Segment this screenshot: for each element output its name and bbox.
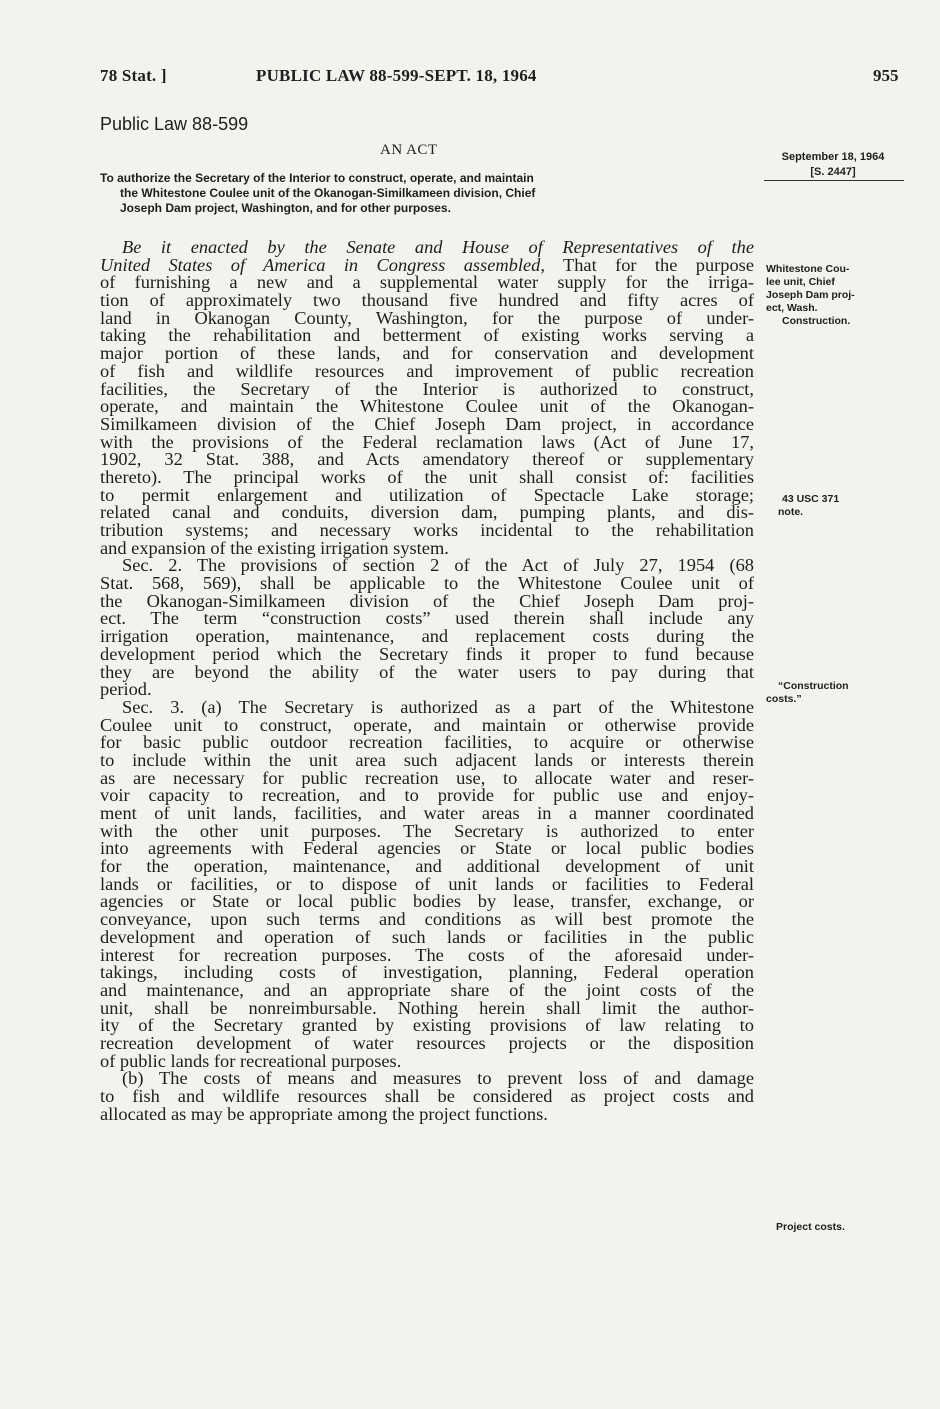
- purpose-line: the Whitestone Coulee unit of the Okanogan-Similkameen division, Chief: [120, 186, 536, 200]
- section1-line: and expansion of the existing irrigation system.: [100, 537, 449, 558]
- section3-line: voir capacity to recreation, and to provide for public use and enjoy-: [100, 785, 754, 806]
- section3-line: ity of the Secretary granted by existing provisions of law relating to: [100, 1015, 754, 1036]
- margin-note-usc: 43 USC 371 note.: [778, 493, 840, 518]
- section3-line: Coulee unit to construct, operate, and maintain or otherwise provide: [100, 714, 754, 735]
- section2-line: period.: [100, 679, 152, 700]
- enactment-date-note: [764, 150, 902, 180]
- running-title: PUBLIC LAW 88-599-SEPT. 18, 1964: [256, 66, 537, 85]
- section1-line: tion of approximately two thousand five hundred and fifty acres of: [100, 290, 754, 311]
- margin-note-project-costs: Project costs.: [776, 1221, 845, 1233]
- section2-line: they are beyond the ability of the water users to pay during that: [100, 661, 754, 682]
- section3-line: recreation development of water resources projects or the disposition: [100, 1032, 754, 1053]
- section3-line: interest for recreation purposes. The costs of the aforesaid under-: [100, 944, 754, 965]
- section3-line: agencies or State or local public bodies by lease, transfer, exchange, or: [100, 891, 754, 912]
- section1-line: major portion of these lands, and for conservation and development: [100, 343, 754, 364]
- act-heading: AN ACT: [380, 142, 438, 158]
- section3-line: and maintenance, and an appropriate share of the joint costs of the: [100, 979, 754, 1000]
- section1-line: of furnishing a new and a supplemental water supply for the irriga-: [100, 272, 754, 293]
- section1-line: operate, and maintain the Whitestone Coulee unit of the Okanogan-: [100, 396, 754, 417]
- margin-note-construction-costs: “Construction costs.”: [766, 680, 849, 705]
- enacting-clause-line: United States of America in Congress assembled, That for the purpose: [100, 254, 754, 275]
- section2-line: Stat. 568, 569), shall be applicable to the Whitestone Coulee unit of: [100, 573, 754, 594]
- act-body: [100, 239, 754, 1123]
- section3-line: conveyance, upon such terms and conditions as will best promote the: [100, 909, 754, 930]
- section1-line: Similkameen division of the Chief Joseph Dam project, in accordance: [100, 413, 754, 434]
- section2-line: the Okanogan-Similkameen division of the Chief Joseph Dam proj-: [100, 590, 754, 611]
- section3b-line: (b) The costs of means and measures to prevent loss of and damage: [122, 1068, 754, 1089]
- section3b-line: to fish and wildlife resources shall be considered as project costs and: [100, 1086, 754, 1106]
- section1-line: with the provisions of the Federal reclamation laws (Act of June 17,: [100, 431, 754, 452]
- date-rule-divider: [764, 180, 904, 181]
- section1-line: land in Okanogan County, Washington, for the purpose of under-: [100, 307, 754, 328]
- section3b-line: allocated as may be appropriate among the project functions.: [100, 1103, 548, 1124]
- section1-line: taking the rehabilitation and betterment of existing works serving a: [100, 325, 754, 346]
- section1-line: of fish and wildlife resources and improvement of public recreation: [100, 360, 754, 381]
- section3-line: into agreements with Federal agencies or State or local public bodies: [100, 838, 754, 859]
- section1-line: facilities, the Secretary of the Interior is authorized to construct,: [100, 378, 754, 399]
- section2-line: Sec. 2. The provisions of section 2 of the Act of July 27, 1954 (68: [122, 555, 754, 576]
- section1-line: to permit enlargement and utilization of Spectacle Lake storage;: [100, 484, 754, 505]
- section1-line: tribution systems; and necessary works incidental to the rehabilitation: [100, 520, 754, 540]
- section3-line: as are necessary for public recreation use, to allocate water and reser-: [100, 767, 754, 788]
- section3-line: takings, including costs of investigation, planning, Federal operation: [100, 962, 754, 983]
- section3-line: ment of unit lands, facilities, and water areas in a manner coordinated: [100, 803, 754, 823]
- section2-line: development period which the Secretary finds it proper to fund because: [100, 643, 754, 664]
- section1-line: 1902, 32 Stat. 388, and Acts amendatory thereof or supplementary: [100, 449, 754, 470]
- act-purpose: [100, 171, 756, 216]
- section2-line: ect. The term “construction costs” used therein shall include any: [100, 608, 754, 629]
- section1-line: thereto). The principal works of the unit shall consist of: facilities: [100, 466, 754, 487]
- enactment-date: September 18, 1964: [781, 151, 885, 163]
- enacting-clause-line: Be it enacted by the Senate and House of Representatives of the: [122, 237, 754, 257]
- section3-line: for the operation, maintenance, and additional development of unit: [100, 856, 754, 877]
- section1-line: related canal and conduits, diversion dam, pumping plants, and dis-: [100, 502, 754, 523]
- statute-volume: 78 Stat. ]: [100, 66, 167, 85]
- purpose-line: To authorize the Secretary of the Interior to construct, operate, and maintain: [100, 171, 534, 185]
- section3-line: to include within the unit area such adjacent lands or interests therein: [100, 749, 754, 770]
- section3-line: development and operation of such lands or facilities in the public: [100, 926, 754, 947]
- section3-line: lands or facilities, or to dispose of unit lands or facilities to Federal: [100, 873, 754, 894]
- section3-line: of public lands for recreational purposes.: [100, 1050, 402, 1071]
- purpose-line: Joseph Dam project, Washington, and for other purposes.: [120, 201, 451, 215]
- section3-line: with the other unit purposes. The Secretary is authorized to enter: [100, 820, 754, 841]
- margin-note-whitestone: Whitestone Cou- lee unit, Chief Joseph Dam proj- ect, Wash. Construction.: [766, 263, 855, 327]
- bill-number: [S. 2447]: [810, 166, 856, 178]
- public-law-label: Public Law 88-599: [100, 114, 249, 134]
- page-number: 955: [873, 66, 899, 85]
- section3-line: for basic public outdoor recreation facilities, to acquire or otherwise: [100, 732, 754, 753]
- section3-line: unit, shall be nonreimbursable. Nothing herein shall limit the author-: [100, 997, 754, 1018]
- section2-line: irrigation operation, maintenance, and replacement costs during the: [100, 626, 754, 647]
- section3-line: Sec. 3. (a) The Secretary is authorized as a part of the Whitestone: [122, 696, 754, 717]
